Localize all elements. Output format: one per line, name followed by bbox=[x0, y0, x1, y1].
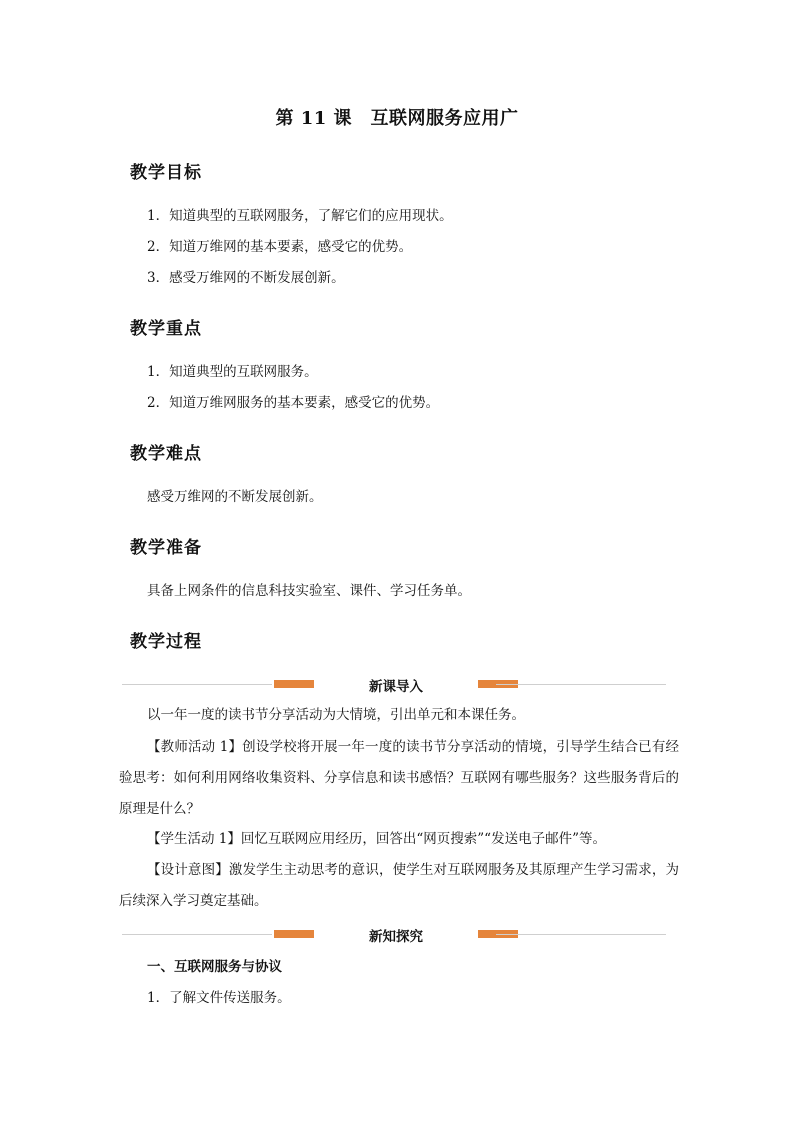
goal-item: 2．知道万维网的基本要素，感受它的优势。 bbox=[147, 239, 413, 255]
goal-item: 3．感受万维网的不断发展创新。 bbox=[147, 270, 345, 286]
section-heading-text: 教学难点 bbox=[130, 444, 202, 464]
divider-rule bbox=[496, 684, 666, 685]
section-heading-text: 教学目标 bbox=[130, 163, 202, 183]
divider-rule bbox=[122, 684, 272, 685]
keypoint-item: 1．知道典型的互联网服务。 bbox=[147, 364, 318, 380]
section-heading-preparation bbox=[128, 537, 206, 559]
divider-mark bbox=[274, 680, 314, 688]
section-heading-text: 教学重点 bbox=[130, 319, 202, 339]
section-heading-text: 教学准备 bbox=[130, 538, 202, 558]
difficulty-text: 感受万维网的不断发展创新。 bbox=[147, 489, 323, 505]
page-title: 第 11 课 互联网服务应用广 bbox=[275, 108, 519, 129]
preparation-text: 具备上网条件的信息科技实验室、课件、学习任务单。 bbox=[147, 583, 471, 599]
design-intent-paragraph: 【设计意图】激发学生主动思考的意识，使学生对互联网服务及其原理产生学习需求，为后续深入学习奠定基础。 bbox=[119, 862, 679, 909]
section-heading-difficulty bbox=[128, 443, 206, 465]
subsection-heading: 一、互联网服务与协议 bbox=[147, 959, 282, 975]
intro-paragraph: 以一年一度的读书节分享活动为大情境，引出单元和本课任务。 bbox=[147, 707, 525, 723]
divider-rule bbox=[496, 934, 666, 935]
divider-rule bbox=[122, 934, 272, 935]
divider-label: 新课导入 bbox=[369, 679, 423, 695]
explore-item: 1．了解文件传送服务。 bbox=[147, 990, 291, 1006]
goal-item: 1．知道典型的互联网服务，了解它们的应用现状。 bbox=[147, 208, 453, 224]
section-divider-explore bbox=[122, 928, 666, 945]
divider-mark bbox=[274, 930, 314, 938]
section-heading-process bbox=[128, 631, 206, 653]
teacher-activity-paragraph: 【教师活动 1】创设学校将开展一年一度的读书节分享活动的情境，引导学生结合已有经验思考：如何利用网络收集资料、分享信息和读书感悟？互联网有哪些服务？这些服务背后的原理是什么？ bbox=[119, 739, 679, 817]
section-divider-intro bbox=[122, 678, 666, 695]
divider-label: 新知探究 bbox=[369, 929, 423, 945]
section-heading-goals bbox=[128, 162, 206, 184]
keypoint-item: 2．知道万维网服务的基本要素，感受它的优势。 bbox=[147, 395, 440, 411]
section-heading-text: 教学过程 bbox=[130, 632, 202, 652]
student-activity-paragraph: 【学生活动 1】回忆互联网应用经历，回答出“网页搜索”“发送电子邮件”等。 bbox=[147, 831, 606, 847]
section-heading-keypoints bbox=[128, 318, 206, 340]
